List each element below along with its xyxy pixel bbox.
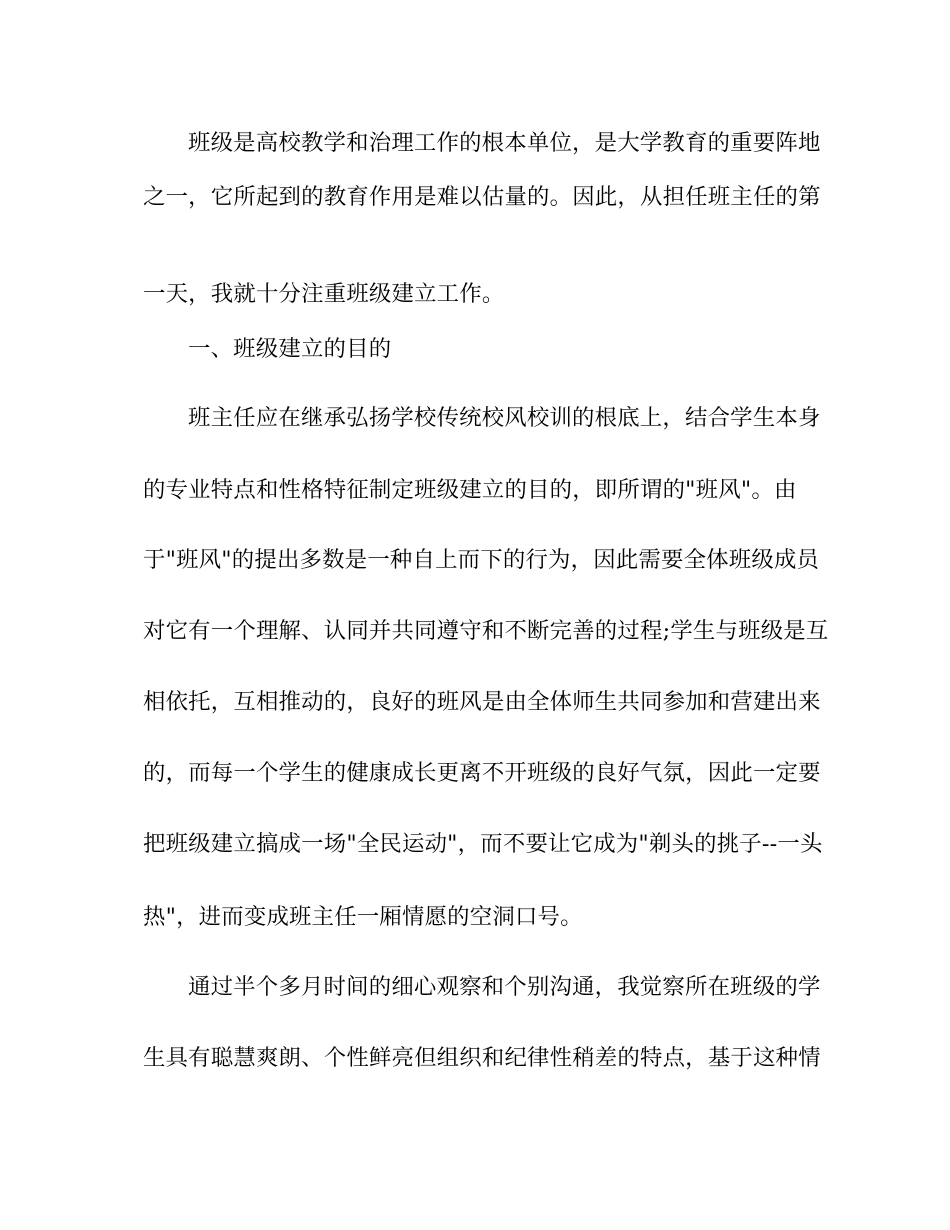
section-heading: 一、班级建立的目的 (188, 336, 392, 362)
intro-line-2: 之一，它所起到的教育作用是难以估量的。因此，从担任班主任的第 (143, 184, 821, 210)
intro-line-1: 班级是高校教学和治理工作的根本单位，是大学教育的重要阵地 (188, 130, 821, 156)
observation-line-1: 通过半个多月时间的细心观察和个别沟通，我觉察所在班级的学 (188, 974, 821, 1000)
purpose-line-6: 的，而每一个学生的健康成长更离不开班级的良好气氛，因此一定要 (143, 760, 821, 786)
purpose-line-8: 热"，进而变成班主任一厢情愿的空洞口号。 (143, 904, 583, 930)
intro-line-3: 一天，我就十分注重班级建立工作。 (143, 281, 505, 307)
observation-line-2: 生具有聪慧爽朗、个性鲜亮但组织和纪律性稍差的特点，基于这种情 (143, 1045, 821, 1071)
purpose-line-4: 对它有一个理解、认同并共同遵守和不断完善的过程;学生与班级是互 (143, 618, 829, 644)
purpose-line-7: 把班级建立搞成一场"全民运动"，而不要让它成为"剃头的挑子--一头 (143, 831, 823, 857)
purpose-line-5: 相依托，互相推动的，良好的班风是由全体师生共同参加和营建出来 (143, 689, 821, 715)
purpose-line-2: 的专业特点和性格特征制定班级建立的目的，即所谓的"班风"。由 (143, 477, 797, 503)
purpose-line-1: 班主任应在继承弘扬学校传统校风校训的根底上，结合学生本身 (188, 405, 821, 431)
purpose-line-3: 于"班风"的提出多数是一种自上而下的行为，因此需要全体班级成员 (143, 547, 820, 573)
